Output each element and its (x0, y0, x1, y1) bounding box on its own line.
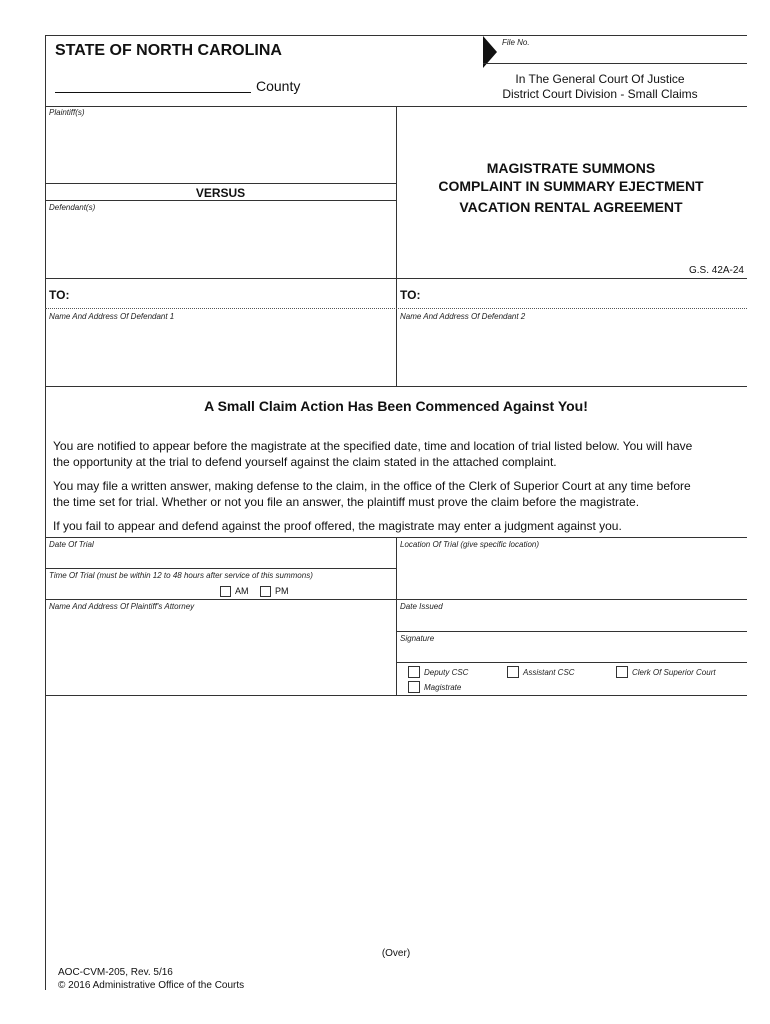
date-issued-input[interactable] (399, 613, 745, 629)
assistant-csc-label: Assistant CSC (523, 668, 575, 677)
date-of-trial-label: Date Of Trial (49, 540, 94, 549)
magistrate-checkbox[interactable] (408, 681, 420, 693)
versus-label: VERSUS (195, 186, 246, 200)
notice-paragraph-3: If you fail to appear and defend against the proof offered, the magistrate may enter a judgment against you. (53, 519, 622, 533)
date-of-trial-input[interactable] (48, 551, 394, 567)
versus-bottom-line (45, 200, 396, 201)
clerk-superior-court-label: Clerk Of Superior Court (632, 668, 716, 677)
attorney-top-line (45, 599, 747, 600)
time-top-line (45, 568, 396, 569)
state-title: STATE OF NORTH CAROLINA (55, 42, 282, 59)
plaintiff-input[interactable] (48, 120, 394, 182)
defendant-1-label: Name And Address Of Defendant 1 (49, 312, 175, 321)
pm-label: PM (275, 586, 289, 596)
deputy-csc-checkbox[interactable] (408, 666, 420, 678)
form-title-line-2: COMPLAINT IN SUMMARY EJECTMENT (438, 178, 704, 194)
time-of-trial-label: Time Of Trial (must be within 12 to 48 hours after service of this summons) (49, 571, 313, 580)
defendant-label: Defendant(s) (49, 203, 96, 212)
location-of-trial-input[interactable] (399, 551, 745, 598)
am-label: AM (235, 586, 249, 596)
frame-top-line (45, 35, 747, 36)
time-of-trial-input[interactable] (120, 584, 216, 598)
notice-top-line (45, 386, 747, 387)
file-no-input[interactable] (502, 48, 747, 63)
over-label: (Over) (381, 948, 411, 959)
attorney-input[interactable] (48, 614, 394, 692)
statute-reference: G.S. 42A-24 (688, 265, 744, 276)
form-title-line-3: VACATION RENTAL AGREEMENT (459, 199, 683, 215)
pm-checkbox[interactable] (260, 586, 271, 597)
deputy-csc-label: Deputy CSC (424, 668, 469, 677)
to-label-1: TO: (49, 288, 70, 302)
notice-paragraph-2a: You may file a written answer, making defense to the claim, in the office of the Clerk of Superior Court at any time before (53, 479, 691, 493)
copyright: © 2016 Administrative Office of the Courts (58, 980, 245, 991)
county-label: County (256, 78, 301, 94)
clerk-superior-court-checkbox[interactable] (616, 666, 628, 678)
location-of-trial-label: Location Of Trial (give specific location) (400, 540, 540, 549)
form-title-line-1: MAGISTRATE SUMMONS (486, 160, 656, 176)
defendant-input[interactable] (48, 215, 394, 275)
attorney-label: Name And Address Of Plaintiff's Attorney (49, 602, 195, 611)
parties-divider (396, 106, 397, 386)
file-no-underline (483, 63, 747, 64)
county-underline (55, 92, 251, 93)
plaintiff-label: Plaintiff(s) (49, 108, 85, 117)
notice-paragraph-1a: You are notified to appear before the magistrate at the specified date, time and location of trial listed below. You will have (53, 439, 693, 453)
frame-left-line (45, 35, 46, 990)
to-label-2: TO: (400, 288, 421, 302)
signature-label: Signature (400, 634, 435, 643)
defendant-2-label: Name And Address Of Defendant 2 (400, 312, 526, 321)
magistrate-label: Magistrate (424, 683, 462, 692)
signature-input[interactable] (399, 645, 745, 661)
am-checkbox[interactable] (220, 586, 231, 597)
trial-divider (396, 537, 397, 695)
file-no-label: File No. (502, 38, 530, 47)
defendant-2-address-input[interactable] (399, 323, 745, 383)
trial-bottom-line (45, 695, 747, 696)
signature-top-line (396, 631, 747, 632)
notice-heading: A Small Claim Action Has Been Commenced Against You! (204, 398, 588, 414)
versus-top-line (45, 183, 396, 184)
to-dotted-line (45, 308, 747, 309)
court-line-1: In The General Court Of Justice (515, 72, 685, 86)
date-issued-label: Date Issued (400, 602, 443, 611)
form-id: AOC-CVM-205, Rev. 5/16 (58, 967, 173, 978)
notice-paragraph-1b: the opportunity at the trial to defend yourself against the claim stated in the attached complaint. (53, 455, 557, 469)
defendant-1-address-input[interactable] (48, 323, 394, 383)
county-input[interactable] (55, 76, 251, 92)
clerk-top-line (396, 662, 747, 663)
notice-paragraph-2b: the time set for trial. Whether or not you file an answer, the plaintiff must prove the claim before the magistrate. (53, 495, 640, 509)
assistant-csc-checkbox[interactable] (507, 666, 519, 678)
to-top-line (45, 278, 747, 279)
court-line-2: District Court Division - Small Claims (502, 87, 698, 101)
